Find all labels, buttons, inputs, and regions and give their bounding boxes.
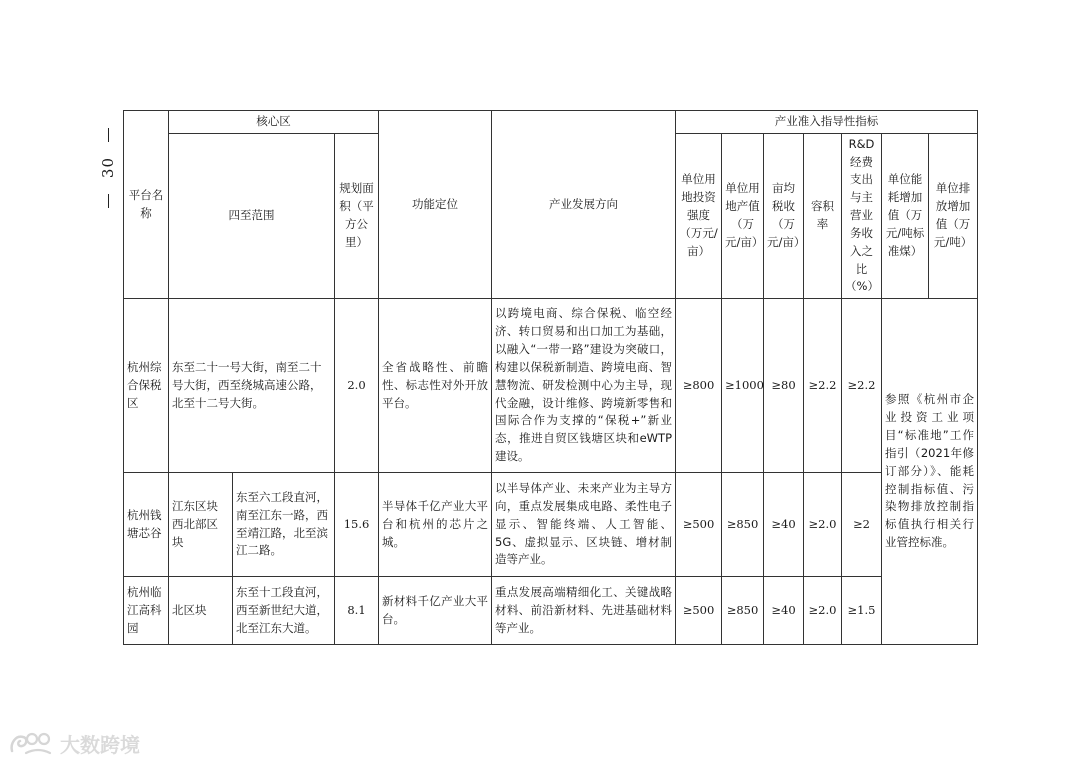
header-plot-ratio: 容积率 [804, 133, 842, 298]
boundary-cell: 东至二十一号大街，南至二十号大街，西至绕城高速公路，北至十二号大街。 [169, 299, 335, 473]
investment-cell: ≥500 [676, 577, 722, 645]
output-cell: ≥850 [722, 473, 764, 577]
header-platform-name: 平台名称 [124, 111, 169, 299]
header-emission-value-added: 单位排放增加值（万元/吨） [929, 133, 978, 298]
platform-name-cell: 杭州综合保税区 [124, 299, 169, 473]
header-boundary: 四至范围 [169, 133, 335, 298]
tax-cell: ≥40 [764, 473, 804, 577]
area-cell: 15.6 [335, 473, 379, 577]
plot-ratio-cell: ≥2.2 [804, 299, 842, 473]
direction-cell: 以半导体产业、未来产业为主导方向，重点发展集成电路、柔性电子显示、智能终端、人工智能、5G、虚拟显示、区块链、增材制造等产业。 [492, 473, 676, 577]
area-cell: 2.0 [335, 299, 379, 473]
header-planned-area: 规划面积（平方公里） [335, 133, 379, 298]
investment-cell: ≥500 [676, 473, 722, 577]
page-number [96, 128, 120, 208]
boundary-cell: 东至六工段直河，南至江东一路，西至靖江路，北至滨江二路。 [233, 473, 335, 577]
plot-ratio-cell: ≥2.0 [804, 473, 842, 577]
watermark-text: 大数跨境 [60, 732, 140, 757]
platform-name-cell: 杭州临江高科园 [124, 577, 169, 645]
page-number-dash-top [108, 128, 109, 142]
table-row [124, 473, 978, 577]
page-number-text: 30 [99, 157, 117, 179]
boundary-cell: 东至十工段直河，西至新世纪大道，北至江东大道。 [233, 577, 335, 645]
header-row-1 [124, 111, 978, 134]
platform-table [123, 110, 978, 645]
rd-ratio-cell: ≥1.5 [842, 577, 882, 645]
header-indicators: 产业准入指导性指标 [676, 111, 978, 134]
rd-ratio-cell: ≥2.2 [842, 299, 882, 473]
platform-name-cell: 杭州钱塘芯谷 [124, 473, 169, 577]
table-row [124, 577, 978, 645]
subzone-cell: 北区块 [169, 577, 233, 645]
header-industry-direction: 产业发展方向 [492, 111, 676, 299]
watermark [8, 726, 140, 760]
plot-ratio-cell: ≥2.0 [804, 577, 842, 645]
output-cell: ≥1000 [722, 299, 764, 473]
header-function: 功能定位 [379, 111, 492, 299]
header-core-zone: 核心区 [169, 111, 379, 134]
investment-cell: ≥800 [676, 299, 722, 473]
function-cell: 新材料千亿产业大平台。 [379, 577, 492, 645]
area-cell: 8.1 [335, 577, 379, 645]
tax-cell: ≥80 [764, 299, 804, 473]
header-tax-per-mu: 亩均税收（万元/亩） [764, 133, 804, 298]
tax-cell: ≥40 [764, 577, 804, 645]
function-cell: 全省战略性、前瞻性、标志性对外开放平台。 [379, 299, 492, 473]
output-cell: ≥850 [722, 577, 764, 645]
shared-note-cell: 参照《杭州市企业投资工业项目“标准地”工作指引（2021年修订部分）》、能耗控制指标值、污染物排放控制指标值执行相关行业管控标准。 [882, 299, 978, 645]
function-cell: 半导体千亿产业大平台和杭州的芯片之城。 [379, 473, 492, 577]
rd-ratio-cell: ≥2 [842, 473, 882, 577]
table-row [124, 299, 978, 473]
subzone-cell: 江东区块西北部区块 [169, 473, 233, 577]
page-number-dash-bottom [108, 194, 109, 208]
direction-cell: 以跨境电商、综合保税、临空经济、转口贸易和出口加工为基础，以融入“一带一路”建设为突破口，构建以保税新制造、跨境电商、智慧物流、研发检测中心为主导，现代金融，设计维修、跨境新零售和国际合作为支撑的“保税+”新业态，推进自贸区钱塘区块和eWTP建设。 [492, 299, 676, 473]
header-rd-ratio: R&D 经费支出与主营业务收入之比（%） [842, 133, 882, 298]
header-energy-value-added: 单位能耗增加值（万元/吨标准煤） [882, 133, 929, 298]
watermark-logo-icon [8, 729, 54, 757]
header-investment-intensity: 单位用地投资强度（万元/亩） [676, 133, 722, 298]
direction-cell: 重点发展高端精细化工、关键战略材料、前沿新材料、先进基础材料等产业。 [492, 577, 676, 645]
header-output-value: 单位用地产值（万元/亩） [722, 133, 764, 298]
